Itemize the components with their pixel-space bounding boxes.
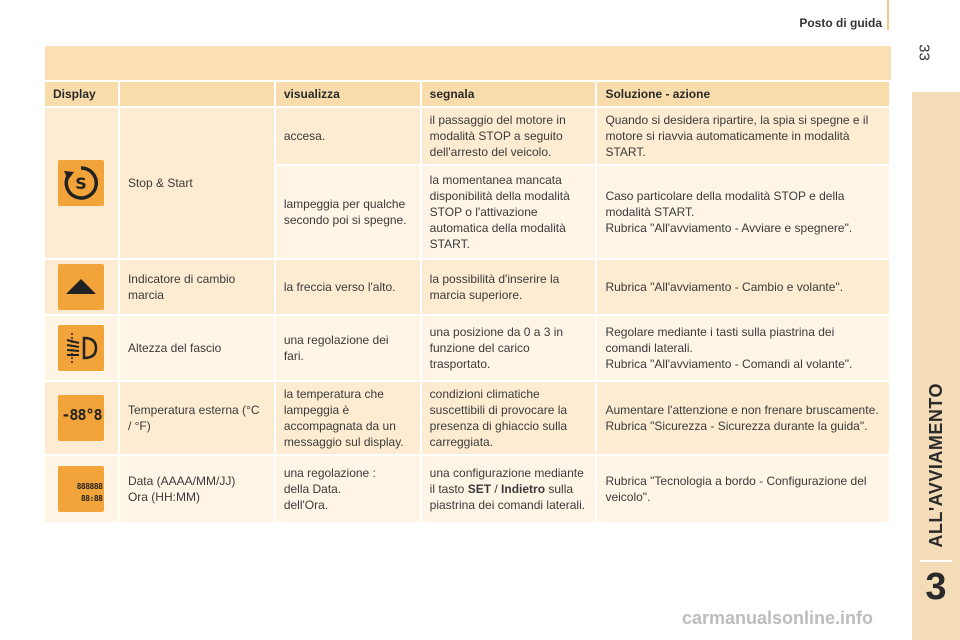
name-line: Ora (HH:MM) bbox=[127, 490, 200, 504]
segnala-cell: la momentanea mancata disponibilità della modalità STOP o l'attivazione automatica della modalità START. bbox=[421, 165, 597, 259]
visualizza-cell: la temperatura che lampeggia è accompagnata da un messaggio sul display. bbox=[275, 381, 421, 455]
soluzione-line: Regolare mediante i tasti sulla piastrina dei comandi laterali. bbox=[605, 325, 835, 355]
outside-temperature-icon bbox=[58, 395, 104, 441]
indicator-name: Stop & Start bbox=[119, 107, 275, 259]
visualizza-cell: la freccia verso l'alto. bbox=[275, 259, 421, 315]
temperature-digits: -88°8 bbox=[61, 406, 102, 424]
soluzione-cell: Rubrica "Tecnologia a bordo - Configurazione del veicolo". bbox=[596, 455, 890, 523]
soluzione-line: Rubrica "All'avviamento - Avviare e spegnere". bbox=[605, 221, 853, 235]
soluzione-cell bbox=[596, 381, 890, 455]
section-title: Posto di guida bbox=[799, 16, 882, 30]
col-header-soluzione: Soluzione - azione bbox=[596, 82, 890, 107]
table-row bbox=[45, 259, 890, 315]
header-divider bbox=[887, 0, 889, 30]
visualizza-cell: accesa. bbox=[275, 107, 421, 165]
soluzione-cell bbox=[596, 165, 890, 259]
svg-text:S: S bbox=[75, 174, 88, 193]
segnala-cell: la possibilità d'inserire la marcia superiore. bbox=[421, 259, 597, 315]
segnala-cell: condizioni climatiche suscettibili di provocare la presenza di ghiaccio sulla carreggiata. bbox=[421, 381, 597, 455]
visualizza-cell: lampeggia per qualche secondo poi si spegne. bbox=[275, 165, 421, 259]
soluzione-line: Rubrica "All'avviamento - Comandi al volante". bbox=[605, 357, 853, 371]
visualizza-cell: una regolazione dei fari. bbox=[275, 315, 421, 381]
indietro-key-label: Indietro bbox=[501, 482, 546, 496]
segnala-cell bbox=[421, 455, 597, 523]
indicator-name bbox=[119, 455, 275, 523]
chapter-side-tab bbox=[912, 92, 960, 640]
indicator-name: Indicatore di cambio marcia bbox=[119, 259, 275, 315]
segnala-text: / bbox=[491, 482, 502, 496]
table-row bbox=[45, 455, 890, 523]
visualizza-line: una regolazione : bbox=[283, 466, 376, 480]
visualizza-line: dell'Ora. bbox=[283, 498, 329, 512]
chapter-divider bbox=[920, 560, 952, 562]
time-digits: 88:88 bbox=[80, 494, 103, 503]
date-time-icon bbox=[58, 466, 104, 512]
segnala-cell: una posizione da 0 a 3 in funzione del carico trasportato. bbox=[421, 315, 597, 381]
icon-cell bbox=[45, 381, 119, 455]
soluzione-cell: Quando si desidera ripartire, la spia si spegne e il motore si riavvia automaticamente in modalità START. bbox=[596, 107, 890, 165]
indicator-name: Temperatura esterna (°C / °F) bbox=[119, 381, 275, 455]
visualizza-cell bbox=[275, 455, 421, 523]
icon-cell bbox=[45, 315, 119, 381]
visualizza-line: della Data. bbox=[283, 482, 342, 496]
icon-cell bbox=[45, 455, 119, 523]
table-row bbox=[45, 107, 890, 165]
indicator-table bbox=[45, 82, 891, 524]
icon-cell bbox=[45, 259, 119, 315]
watermark: carmanualsonline.info bbox=[682, 608, 874, 628]
top-band bbox=[45, 46, 891, 80]
segnala-text: una configurazione mediante il tasto bbox=[429, 466, 584, 496]
soluzione-line: Caso particolare della modalità STOP e della modalità START. bbox=[605, 189, 845, 219]
col-header-name bbox=[119, 82, 275, 107]
chapter-number: 3 bbox=[925, 566, 947, 608]
table-row bbox=[45, 315, 890, 381]
table-row bbox=[45, 381, 890, 455]
col-header-display: Display bbox=[45, 82, 119, 107]
soluzione-cell: Rubrica "All'avviamento - Cambio e volante". bbox=[596, 259, 890, 315]
chapter-label: ALL'AVVIAMENTO bbox=[925, 383, 946, 548]
stop-start-icon bbox=[58, 160, 104, 206]
segnala-cell: il passaggio del motore in modalità STOP a seguito dell'arresto del veicolo. bbox=[421, 107, 597, 165]
name-line: Data (AAAA/MM/JJ) bbox=[127, 474, 236, 488]
page-number: 33 bbox=[915, 44, 933, 61]
soluzione-line: Aumentare l'attenzione e non frenare bruscamente. bbox=[605, 403, 879, 417]
col-header-visualizza: visualizza bbox=[275, 82, 421, 107]
date-digits: 888888 bbox=[76, 482, 103, 491]
soluzione-cell bbox=[596, 315, 890, 381]
headlamp-level-icon bbox=[58, 325, 104, 371]
set-key-label: SET bbox=[467, 482, 492, 496]
gear-shift-arrow-icon bbox=[58, 264, 104, 310]
col-header-segnala: segnala bbox=[421, 82, 597, 107]
segnala-text: sulla piastrina dei comandi laterali. bbox=[429, 482, 586, 512]
indicator-name: Altezza del fascio bbox=[119, 315, 275, 381]
soluzione-line: Rubrica "Sicurezza - Sicurezza durante la guida". bbox=[605, 419, 868, 433]
icon-cell bbox=[45, 107, 119, 259]
